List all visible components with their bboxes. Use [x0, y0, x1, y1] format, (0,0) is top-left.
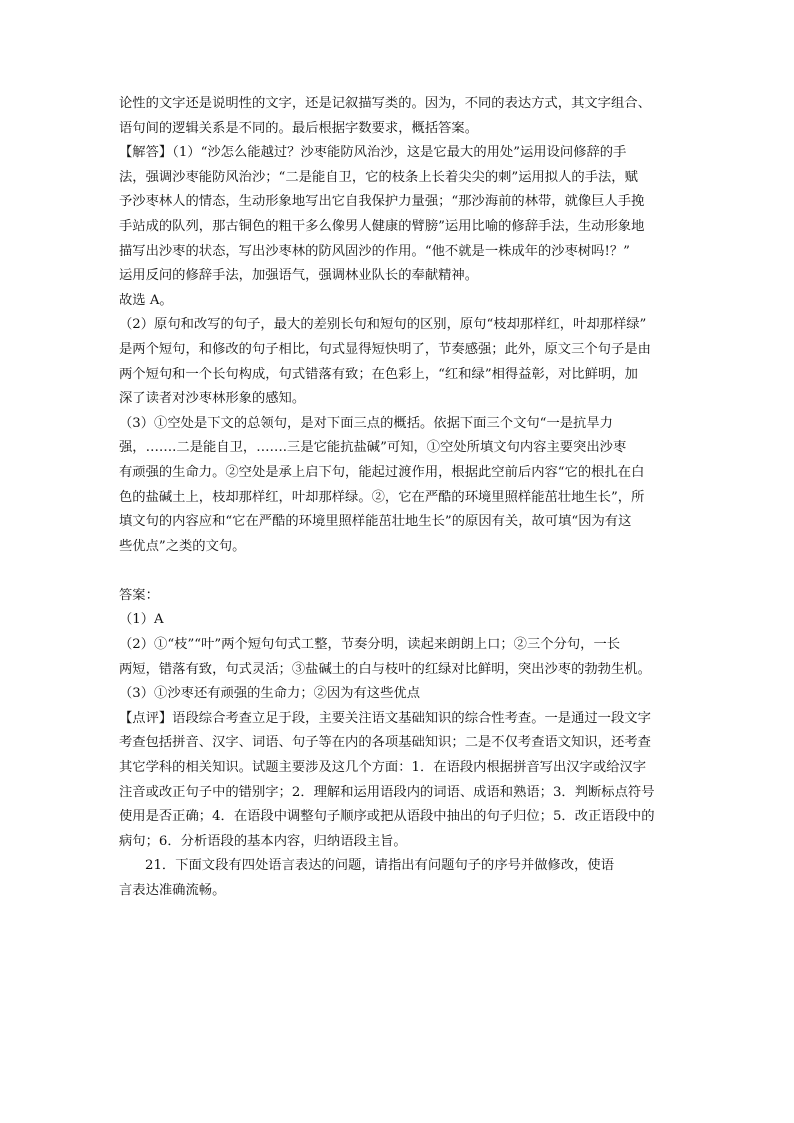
- text-line: 【点评】语段综合考查立足于段，主要关注语文基础知识的综合性考查。一是通过一段文字: [119, 710, 651, 726]
- text-line: 手站成的队列，那古铜色的粗干多么像男人健康的臂膀”运用比喻的修辞手法，生动形象地: [119, 218, 645, 234]
- text-line: 运用反问的修辞手法，加强语气，强调林业队长的奉献精神。: [119, 268, 479, 284]
- question-21-line: 21．下面文段有四处语言表达的问题，请指出有问题句子的序号并做修改，使语: [145, 858, 615, 874]
- text-line: 注音或改正句子中的错别字；2．理解和运用语段内的词语、成语和熟语；3．判断标点符号: [119, 784, 655, 800]
- text-line: 使用是否正确；4．在语段中调整句子顺序或把从语段中抽出的句子归位；5．改正语段中的: [119, 809, 655, 825]
- text-line: 【解答】（1）“沙怎么能越过？沙枣能防风治沙，这是它最大的用处”运用设问修辞的手: [119, 145, 627, 161]
- text-line: 是两个短句，和修改的句子相比，句式显得短快明了，节奏感强；此外，原文三个句子是由: [119, 341, 651, 357]
- text-line: 两短，错落有致，句式灵活；③盐碱土的白与枝叶的红绿对比鲜明，突出沙枣的勃勃生机。: [119, 661, 651, 677]
- answer-heading: 答案：: [119, 587, 159, 603]
- question-21-line: 言表达准确流畅。: [119, 883, 226, 898]
- text-line: 病句；6．分析语段的基本内容，归纳语段主旨。: [119, 833, 407, 849]
- text-line: （2）原句和改写的句子，最大的差别长句和短句的区别，原句“枝却那样红，叶却那样绿”: [119, 317, 647, 333]
- text-line: （3）①空处是下文的总领句，是对下面三点的概括。依据下面三个文句“一是抗旱力: [119, 415, 613, 431]
- text-line: 色的盐碱土上，枝却那样红，叶却那样绿。②，它在严酷的环境里照样能茁壮地生长”，所: [119, 489, 645, 505]
- text-line: 深了读者对沙枣林形象的感知。: [119, 391, 306, 407]
- text-line: 有顽强的生命力。②空处是承上启下句，能起过渡作用，根据此空前后内容“它的根扎在白: [119, 464, 645, 480]
- text-line: 故选 A。: [119, 292, 173, 308]
- text-line: 强，…….二是能自卫，…….三是它能抗盐碱”可知，①空处所填文句内容主要突出沙枣: [119, 440, 627, 456]
- text-line: 其它学科的相关知识。试题主要涉及这几个方面：1．在语段内根据拼音写出汉字或给汉字: [119, 760, 647, 776]
- blank-line: [119, 559, 679, 584]
- text-line: （1）A: [119, 612, 164, 628]
- text-line: 法，强调沙枣能防风治沙；“二是能自卫，它的枝条上长着尖尖的刺”运用拟人的手法，赋: [119, 169, 638, 185]
- text-line: （2）①“枝”“叶”两个短句句式工整，节奏分明，读起来朗朗上口；②三个分句，一长: [119, 637, 621, 653]
- text-line: （3）①沙枣还有顽强的生命力；②因为有这些优点: [119, 686, 420, 702]
- text-line: 描写出沙枣的状态，写出沙枣林的防风固沙的作用。“他不就是一株成年的沙枣树吗!？”: [119, 243, 630, 259]
- text-line: 些优点”之类的文句。: [119, 538, 246, 554]
- text-line: 予沙枣林人的情态，生动形象地写出它自我保护力量强；“那沙海前的林带，就像巨人手挽: [119, 194, 645, 210]
- text-line: 论性的文字还是说明性的文字，还是记叙描写类的。因为，不同的表达方式，其文字组合、: [119, 96, 651, 111]
- document-body: [119, 92, 679, 904]
- text-line: 两个短句和一个长句构成，句式错落有致；在色彩上，“红和绿”相得益彰，对比鲜明，加: [119, 366, 638, 382]
- text-line: 填文句的内容应和“它在严酷的环境里照样能茁壮地生长”的原因有关，故可填“因为有这: [119, 514, 632, 530]
- text-line: 考查包括拼音、汉字、词语、句子等在内的各项基础知识；二是不仅考查语文知识，还考查: [119, 735, 651, 751]
- text-line: 语句间的逻辑关系是不同的。最后根据字数要求，概括答案。: [119, 120, 479, 136]
